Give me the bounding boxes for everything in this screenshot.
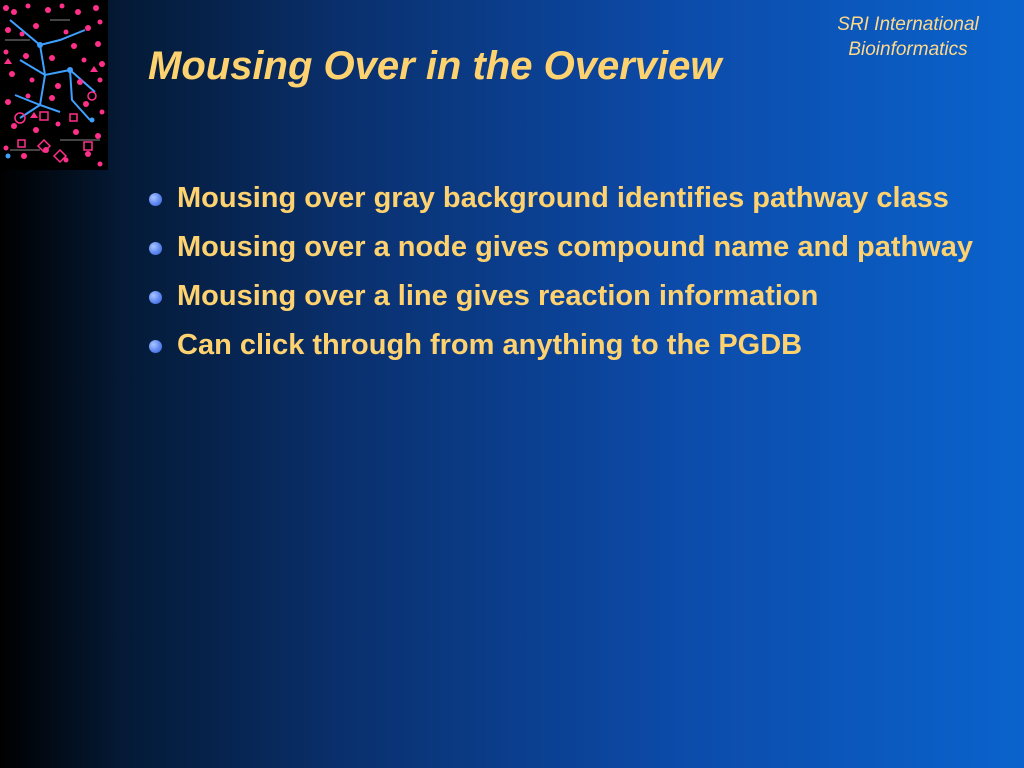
list-item: [146, 178, 1006, 219]
bullet-dot-icon: [149, 340, 162, 353]
bullet-dot-icon: [149, 291, 162, 304]
bullet-dot-icon: [149, 242, 162, 255]
brand-line-organization: SRI International: [837, 14, 979, 35]
bullet-list: [146, 178, 1006, 374]
list-item: [146, 227, 1006, 268]
list-item: [146, 276, 1006, 317]
bullet-text: Mousing over a node gives compound name and pathway: [177, 231, 974, 263]
bullet-text: Mousing over gray background identifies pathway class: [177, 182, 949, 214]
pathway-overview-thumbnail-icon: [0, 0, 108, 170]
brand-line-department: Bioinformatics: [848, 39, 968, 60]
list-item: [146, 325, 1006, 366]
slide-title: Mousing Over in the Overview: [148, 44, 722, 88]
organization-branding: [808, 12, 1008, 62]
bullet-text: Can click through from anything to the PGDB: [177, 329, 803, 361]
bullet-text: Mousing over a line gives reaction information: [177, 280, 819, 312]
bullet-dot-icon: [149, 193, 162, 206]
